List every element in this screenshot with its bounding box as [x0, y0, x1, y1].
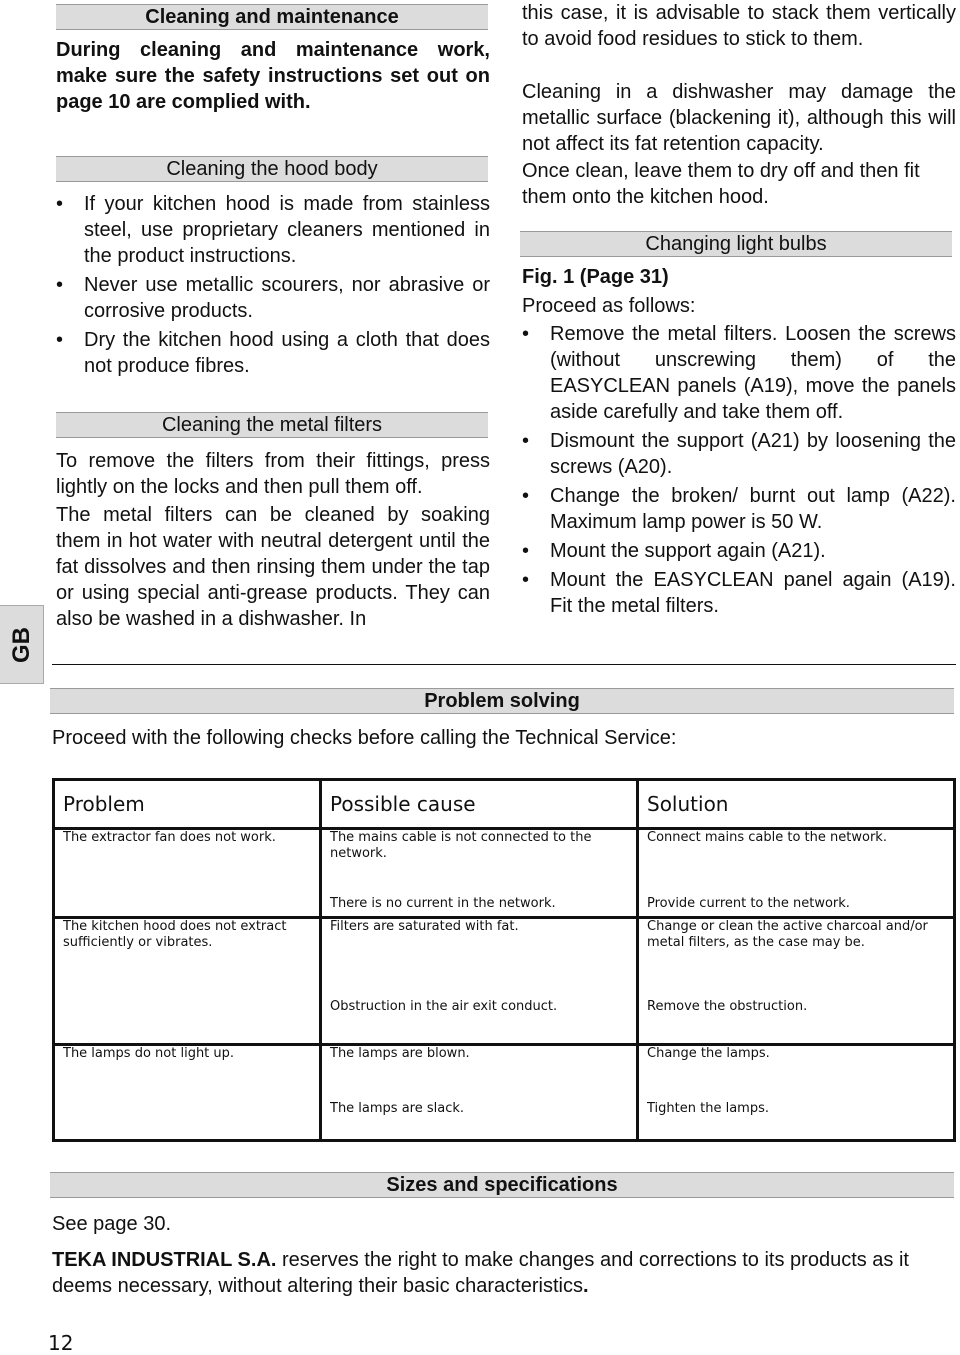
solution-cell: Connect mains cable to the network.: [638, 829, 955, 887]
cleaning-intro: During cleaning and maintenance work, make sure the safety instructions set out on page 10 are complied with.: [56, 39, 490, 113]
table-row: [54, 886, 955, 918]
problem-heading: Problem solving: [50, 688, 954, 714]
table-row: [54, 1045, 955, 1075]
problem-cell: The kitchen hood does not extract sufficiently or vibrates.: [54, 918, 321, 976]
hood-body-list: [56, 191, 490, 382]
hood-body-heading: Cleaning the hood body: [56, 156, 488, 182]
solution-cell: Tighten the lamps.: [638, 1075, 955, 1141]
list-item: • Change the broken/ burnt out lamp (A22). Maximum lamp power is 50 W.: [522, 485, 956, 533]
list-item: • Remove the metal filters. Loosen the screws (without unscrewing them) of the EASYCLEAN panels (A19), move the panels aside carefully and take them off.: [522, 323, 956, 423]
problem-cell: [54, 1075, 321, 1141]
figure-reference: Fig. 1 (Page 31): [522, 266, 669, 288]
problem-intro: Proceed with the following checks before calling the Technical Service:: [52, 727, 677, 749]
cause-cell: The mains cable is not connected to the network.: [321, 829, 638, 887]
language-tab-label: GB: [7, 626, 35, 663]
problem-table: [52, 778, 956, 1142]
filters-continued-2: Cleaning in a dishwasher may damage the metallic surface (blackening it), although this will not affect its fat retention capacity.: [522, 81, 956, 155]
solution-cell: Remove the obstruction.: [638, 975, 955, 1045]
problem-cell: [54, 886, 321, 918]
problem-cell: [54, 975, 321, 1045]
column-header-solution: Solution: [638, 780, 955, 829]
cause-cell: The lamps are blown.: [321, 1045, 638, 1075]
filters-heading: Cleaning the metal filters: [56, 412, 488, 438]
list-item: • Never use metallic scourers, nor abrasive or corrosive products.: [56, 274, 490, 322]
column-header-problem: Problem: [54, 780, 321, 829]
list-item: • Dismount the support (A21) by loosening the screws (A20).: [522, 430, 956, 478]
column-header-cause: Possible cause: [321, 780, 638, 829]
proceed-text: Proceed as follows:: [522, 295, 696, 317]
list-item: • Dry the kitchen hood using a cloth that does not produce fibres.: [56, 329, 490, 377]
language-tab: [0, 605, 44, 684]
cause-cell: Obstruction in the air exit conduct.: [321, 975, 638, 1045]
problem-cell: The lamps do not light up.: [54, 1045, 321, 1075]
list-item: • Mount the EASYCLEAN panel again (A19). Fit the metal filters.: [522, 569, 956, 617]
disclaimer-period: .: [582, 1275, 589, 1297]
table-row: [54, 918, 955, 976]
cause-cell: There is no current in the network.: [321, 886, 638, 918]
cause-cell: Filters are saturated with fat.: [321, 918, 638, 976]
problem-cell: The extractor fan does not work.: [63, 830, 276, 845]
filters-paragraph-1: To remove the filters from their fittings, press lightly on the locks and then pull them off.: [56, 450, 490, 498]
solution-cell: Provide current to the network.: [638, 886, 955, 918]
filters-continued-3: Once clean, leave them to dry off and then fit them onto the kitchen hood.: [522, 160, 920, 208]
solution-cell: Change the lamps.: [638, 1045, 955, 1075]
table-row: [54, 975, 955, 1045]
cleaning-heading: Cleaning and maintenance: [56, 4, 488, 30]
solution-cell: Change or clean the active charcoal and/or metal filters, as the case may be.: [638, 918, 955, 976]
list-item: • If your kitchen hood is made from stainless steel, use proprietary cleaners mentioned in the product instructions.: [56, 193, 490, 267]
bulbs-heading: Changing light bulbs: [520, 231, 952, 257]
table-row: [54, 1075, 955, 1141]
list-item: • Mount the support again (A21).: [522, 540, 826, 562]
page-number: 12: [48, 1331, 74, 1355]
filters-paragraph-2: The metal filters can be cleaned by soaking them in hot water with neutral detergent until the fat dissolves and then rinsing them under the tap or using special anti-grease products. They can also be washed in a dishwasher. In: [56, 504, 490, 630]
sizes-heading: Sizes and specifications: [50, 1172, 954, 1198]
table-header-row: [54, 780, 955, 829]
disclaimer-text: reserves the right to make changes and corrections to its products as it deems necessary, without altering their basic characteristics: [52, 1249, 909, 1297]
disclaimer: [52, 1247, 956, 1299]
filters-continued-1: this case, it is advisable to stack them vertically to avoid food residues to stick to them.: [522, 2, 956, 50]
cause-cell: The lamps are slack.: [321, 1075, 638, 1141]
sizes-see-page: See page 30.: [52, 1213, 171, 1235]
table-row: [54, 829, 955, 887]
company-name: TEKA INDUSTRIAL S.A.: [52, 1249, 277, 1271]
section-divider: [52, 664, 956, 665]
bulbs-list: [522, 321, 956, 622]
